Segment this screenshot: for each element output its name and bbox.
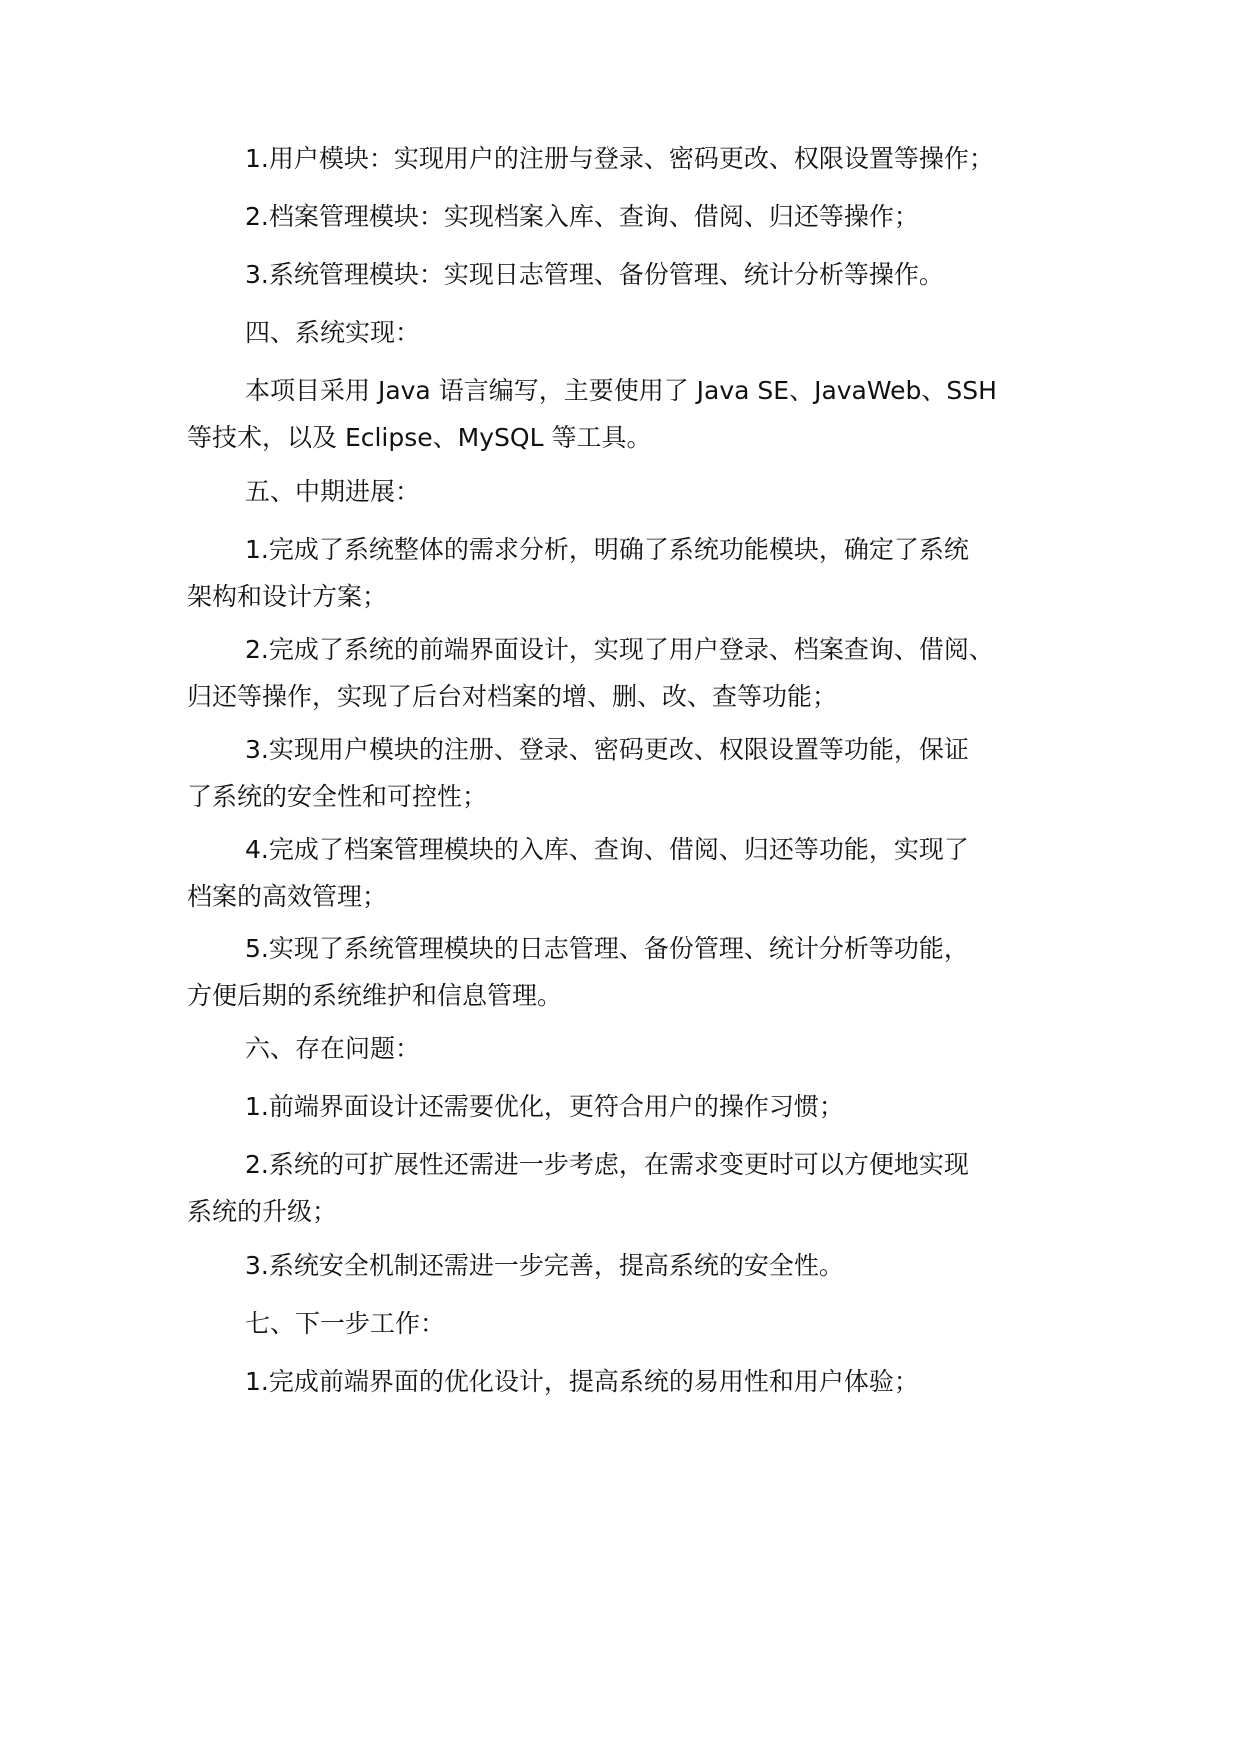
paragraph-line: 2.完成了系统的前端界面设计，实现了用户登录、档案查询、借阅、: [245, 635, 994, 664]
section-heading-text: 七、下一步工作：: [245, 1309, 446, 1338]
paragraph-line: 1.前端界面设计还需要优化，更符合用户的操作习惯；: [245, 1092, 844, 1121]
paragraph-line: 系统的升级；: [187, 1197, 338, 1226]
paragraph: [187, 1242, 1067, 1289]
paragraph: [187, 135, 1067, 182]
section-heading: [187, 309, 1067, 356]
section-heading: [187, 1025, 1067, 1072]
paragraph-line: 4.完成了档案管理模块的入库、查询、借阅、归还等功能，实现了: [245, 835, 969, 864]
paragraph-line: 方便后期的系统维护和信息管理。: [187, 981, 563, 1010]
paragraph: [187, 826, 1067, 920]
paragraph: [187, 526, 1067, 620]
section-heading: [187, 1300, 1067, 1347]
paragraph-line: 1.用户模块：实现用户的注册与登录、密码更改、权限设置等操作；: [245, 144, 994, 173]
paragraph: [187, 925, 1067, 1019]
paragraph: [187, 726, 1067, 820]
paragraph-line: 本项目采用 Java 语言编写，主要使用了 Java SE、JavaWeb、SSH: [245, 376, 997, 405]
paragraph-line: 3.实现用户模块的注册、登录、密码更改、权限设置等功能，保证: [245, 735, 969, 764]
paragraph-line: 1.完成了系统整体的需求分析，明确了系统功能模块，确定了系统: [245, 535, 969, 564]
paragraph-line: 2.系统的可扩展性还需进一步考虑，在需求变更时可以方便地实现: [245, 1150, 969, 1179]
section-heading: [187, 468, 1067, 515]
paragraph: [187, 251, 1067, 298]
paragraph-line: 3.系统管理模块：实现日志管理、备份管理、统计分析等操作。: [245, 260, 944, 289]
paragraph: [187, 1358, 1067, 1405]
section-heading-text: 四、系统实现：: [245, 318, 421, 347]
paragraph-line: 架构和设计方案；: [187, 582, 388, 611]
paragraph-line: 了系统的安全性和可控性；: [187, 782, 488, 811]
paragraph-line: 1.完成前端界面的优化设计，提高系统的易用性和用户体验；: [245, 1367, 919, 1396]
paragraph: [187, 1141, 1067, 1235]
paragraph-line: 3.系统安全机制还需进一步完善，提高系统的安全性。: [245, 1251, 844, 1280]
paragraph: [187, 193, 1067, 240]
paragraph-line: 等技术，以及 Eclipse、MySQL 等工具。: [187, 423, 652, 452]
paragraph-line: 5.实现了系统管理模块的日志管理、备份管理、统计分析等功能，: [245, 934, 969, 963]
section-heading-text: 五、中期进展：: [245, 477, 421, 506]
section-heading-text: 六、存在问题：: [245, 1034, 421, 1063]
paragraph: [187, 626, 1067, 720]
paragraph-line: 归还等操作，实现了后台对档案的增、删、改、查等功能；: [187, 682, 838, 711]
paragraph: [187, 1083, 1067, 1130]
paragraph-line: 档案的高效管理；: [187, 882, 388, 911]
paragraph: [187, 367, 1067, 461]
paragraph-line: 2.档案管理模块：实现档案入库、查询、借阅、归还等操作；: [245, 202, 919, 231]
